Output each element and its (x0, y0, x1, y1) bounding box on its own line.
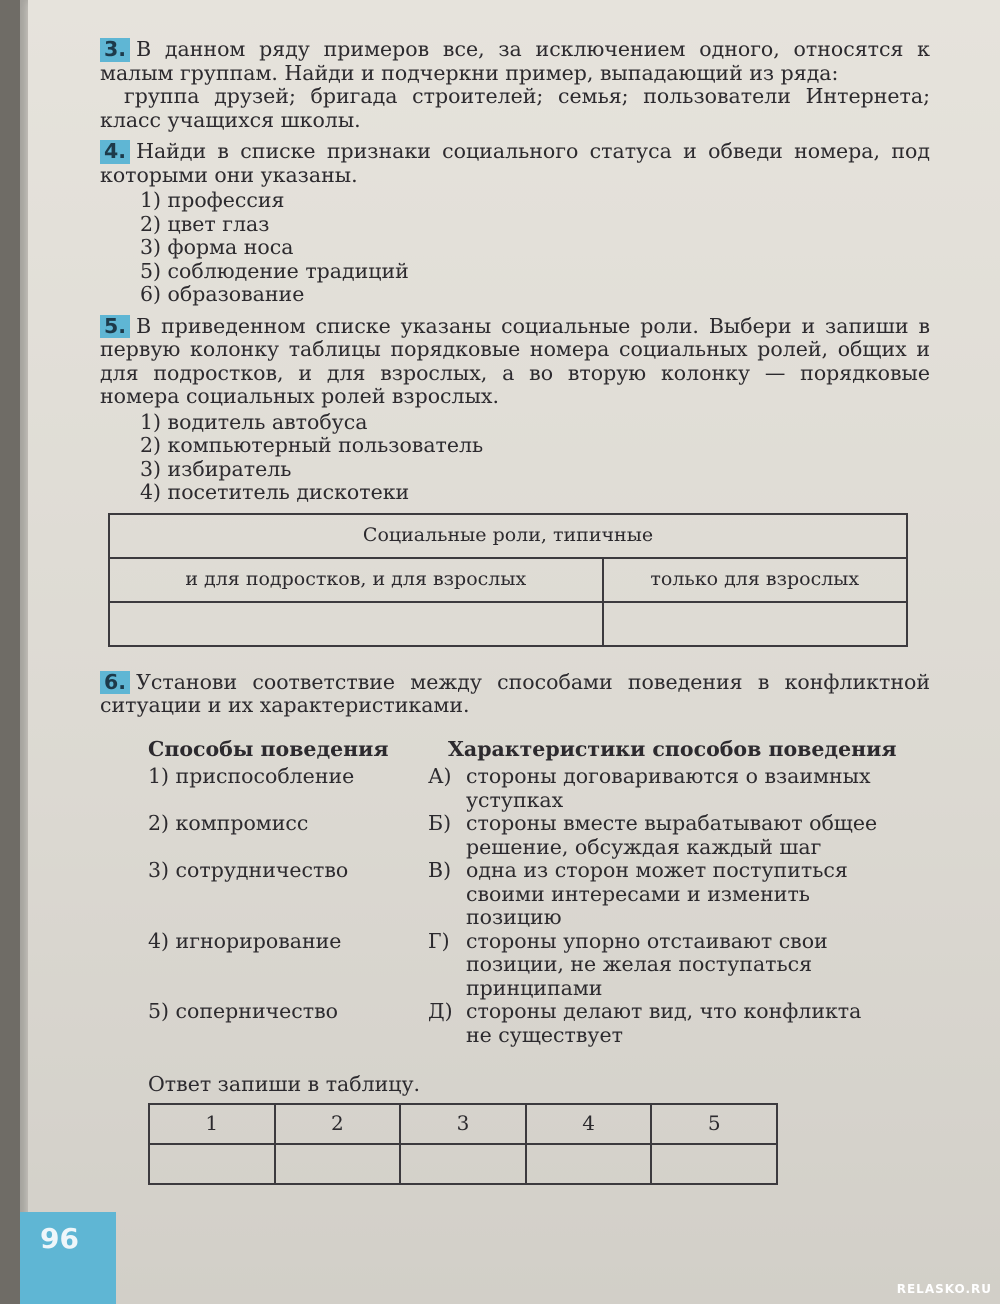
roles-table-header: Социальные роли, типичные (109, 514, 907, 558)
behavior-item: 2) компромисс (148, 811, 309, 835)
match-header (148, 738, 930, 762)
watermark: RELASKO.RU (896, 1282, 992, 1296)
match-row (148, 930, 930, 1001)
status-list (140, 189, 930, 307)
page-content (100, 38, 930, 1193)
characteristic-text: стороны вместе вырабатывают общее решение, обсуждая каждый шаг (466, 811, 878, 859)
list-item: 2) компьютерный пользователь (140, 433, 484, 457)
task-number: 6. (100, 671, 130, 695)
task-text: Установи соответствие между способами поведения в конфликтной ситуации и их характеристиками. (100, 669, 930, 717)
list-item: 2) цвет глаз (140, 211, 270, 236)
head-right: Характеристики способов поведения (448, 736, 897, 761)
task-6 (100, 671, 930, 1185)
answer-label: Ответ запиши в таблицу. (148, 1072, 421, 1096)
head-left: Способы поведения (148, 736, 389, 761)
task-text: В приведенном списке указаны социальные роли. Выбери и запиши в первую колонку таблицы порядковые номера социальных ролей, общих и для подростков, и для взрослых, а во вторую колонку — порядковые номера социальных ролей взрослых. (100, 313, 930, 408)
answer-col-header: 3 (400, 1104, 526, 1144)
answer-cell[interactable] (526, 1144, 652, 1184)
roles-col-adults: только для взрослых (603, 558, 907, 602)
answer-cell[interactable] (651, 1144, 777, 1184)
answer-cell[interactable] (275, 1144, 401, 1184)
list-item: 5) соблюдение традиций (140, 258, 409, 283)
task-3 (100, 38, 930, 132)
characteristic-text: стороны договариваются о взаимных уступках (466, 764, 871, 812)
task-5 (100, 315, 930, 647)
behavior-item: 4) игнорирование (148, 928, 342, 953)
answer-cell-common[interactable] (109, 602, 603, 646)
list-item: 1) профессия (140, 188, 285, 212)
list-item: 6) образование (140, 282, 305, 306)
roles-table (108, 513, 908, 647)
characteristic-text: одна из сторон может поступиться своими интересами и изменить позицию (466, 858, 848, 929)
page-number: 96 (20, 1212, 116, 1304)
behavior-item: 3) сотрудничество (148, 858, 349, 882)
match-row (148, 1000, 930, 1047)
match-row (148, 859, 930, 930)
behavior-item: 1) приспособление (148, 764, 355, 788)
characteristic-text: стороны делают вид, что конфликта не существует (466, 999, 862, 1047)
answer-col-header: 1 (149, 1104, 275, 1144)
answer-cell[interactable] (400, 1144, 526, 1184)
list-item: 4) посетитель дискотеки (140, 480, 410, 504)
characteristic-key: Б) (428, 811, 452, 835)
task-number: 5. (100, 315, 130, 339)
list-item: 1) водитель автобуса (140, 409, 368, 434)
answer-col-header: 2 (275, 1104, 401, 1144)
list-item: 3) форма носа (140, 235, 294, 259)
characteristic-key: Г) (428, 928, 450, 953)
behavior-item: 5) соперничество (148, 999, 339, 1023)
answer-cell-adults[interactable] (603, 602, 907, 646)
characteristic-text: стороны упорно отстаивают свои позиции, не желая поступаться принципами (466, 928, 828, 1000)
answer-col-header: 5 (651, 1104, 777, 1144)
roles-list (140, 411, 930, 505)
task-text: Найди в списке признаки социального статуса и обведи номера, под которыми они указаны. (100, 139, 930, 187)
answer-cell[interactable] (149, 1144, 275, 1184)
task-4 (100, 140, 930, 307)
list-item: 3) избиратель (140, 456, 292, 481)
answer-col-header: 4 (526, 1104, 652, 1144)
characteristic-key: А) (428, 764, 452, 788)
task-number: 3. (100, 38, 130, 62)
task-text: В данном ряду примеров все, за исключением одного, относятся к малым группам. Найди и подчеркни пример, выпадающий из ряда: (100, 37, 930, 85)
roles-col-common: и для подростков, и для взрослых (109, 558, 603, 602)
task-number: 4. (100, 140, 130, 164)
match-row (148, 765, 930, 812)
characteristic-key: В) (428, 858, 452, 882)
task-examples: группа друзей; бригада строителей; семья; пользователи Интернета; класс учащихся школы. (100, 84, 930, 132)
match-row (148, 812, 930, 859)
answer-table (148, 1103, 778, 1185)
characteristic-key: Д) (428, 999, 453, 1023)
